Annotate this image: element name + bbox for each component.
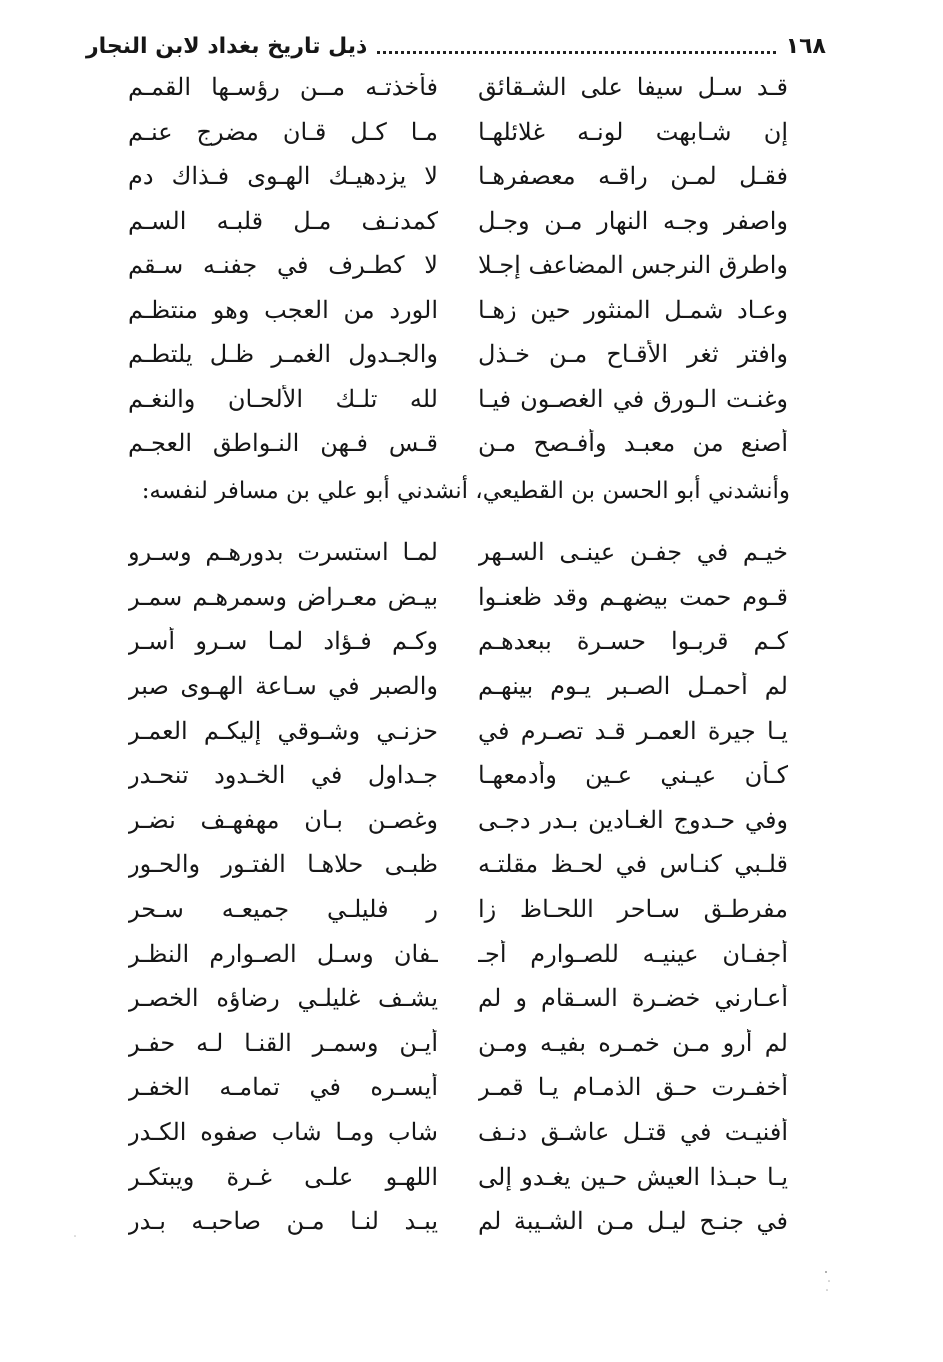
page-number: ١٦٨ xyxy=(785,33,826,59)
verse-first-hemistich: خيـم في جفـن عينـى السـهر xyxy=(478,538,788,567)
verse-second-hemistich: وكـم فـؤاد لمـا سـرو أسـر xyxy=(128,627,438,656)
verse-first-hemistich: كـم قربـوا حسـرة ببعدهـم xyxy=(478,627,788,656)
verse-first-hemistich: مفرطـق سـاحر اللحـاظ زا xyxy=(478,895,788,924)
verse-second-hemistich: فأخذتـه مــن رؤسـها القمـم xyxy=(128,73,438,102)
verse-second-hemistich: والجـدول الغمـر ظـل يلتطـم xyxy=(128,340,438,369)
verse-second-hemistich: حزنـي وشـوقي إليكـم العمـر xyxy=(128,716,438,745)
verse-second-hemistich: بيـض معـراض وسمرهـم سمـر xyxy=(128,582,438,611)
verse-first-hemistich: في جنـح ليـل مـن الشـيبة لم xyxy=(478,1207,788,1236)
verse-second-hemistich: ظبـى حلاهـا الفتـور والحـور xyxy=(128,850,438,879)
prose-line: وأنشدني أبو الحسن بن القطيعي، أنشدني أبو علي بن مسافر لنفسه: xyxy=(141,478,790,504)
verse-second-hemistich: شاب ومـا شاب صفوه الكـدر xyxy=(128,1118,438,1147)
verse-second-hemistich: مـا كـل قـان مضرج عنـم xyxy=(128,117,438,146)
verse-first-hemistich: قـوم حمت بيضهـم وقد ظعنـوا xyxy=(478,582,788,611)
verse-second-hemistich: ـفان وسـل الصـوارم النظـر xyxy=(128,939,438,968)
verse-first-hemistich: وفي حـدوج الغـادين بـدر دجـى xyxy=(478,805,788,834)
verse-first-hemistich: لم أحمـل الصـبر يـوم بينهـم xyxy=(478,672,788,701)
verse-second-hemistich: يبـد لنـا مـن صاحبـه بـدر xyxy=(128,1207,438,1236)
verse-first-hemistich: قـد سـل سيفا على الشـقائق xyxy=(478,73,788,102)
verse-second-hemistich: كمدنـف مـل قلبـه السـم xyxy=(128,206,438,235)
verse-first-hemistich: واصفر وجـه النهار مـن وجـل xyxy=(478,206,788,235)
verse-first-hemistich: كـأن عيـني عـين وأدمعهـا xyxy=(478,761,788,790)
verse-first-hemistich: لم أرو مـن خمـره بفيـه ومـن xyxy=(478,1028,788,1057)
verse-second-hemistich: الورد من العجب وهو منتظـم xyxy=(128,295,438,324)
verse-first-hemistich: وعـاد شمـل المنثور حين زهـا xyxy=(478,295,788,324)
verse-second-hemistich: وغصـن بـان مهفهـف نضـر xyxy=(128,805,438,834)
verse-first-hemistich: أعـارني خضـرة السـقام و لم xyxy=(478,984,788,1013)
verse-second-hemistich: أيـن وسمـر القنـا لـه حفـر xyxy=(128,1028,438,1057)
verse-first-hemistich: واطرق النرجس المضاعف إجـلا xyxy=(478,251,788,280)
verse-second-hemistich: لمـا استسرت بدورهـم وسـرو xyxy=(128,538,438,567)
verse-second-hemistich: جـداول في الخـدود تنحـدر xyxy=(128,761,438,790)
verse-second-hemistich: لا كطـرف في جفنـه سـقم xyxy=(128,251,438,280)
verse-first-hemistich: قلـبي كنـاس في لحـظ مقلتـه xyxy=(478,850,788,879)
verse-first-hemistich: فقـل لمـن راقـه معصفرهـا xyxy=(478,162,788,191)
running-title: ذيل تاريخ بغداد لابن النجار xyxy=(86,33,368,59)
verse-second-hemistich: ر فليلـي جميعـه سـحر xyxy=(128,895,438,924)
verse-second-hemistich: والصبر في سـاعة الهـوى صبر xyxy=(128,672,438,701)
verse-second-hemistich: قـس فـهن النـواطق العجـم xyxy=(128,429,438,458)
verse-first-hemistich: يـا جيرة العمـر قـد تصـرم في xyxy=(478,716,788,745)
verse-first-hemistich: أصنع من معبـد وأفـصح مـن xyxy=(478,429,788,458)
verse-second-hemistich: لا يزدهيـك الهـوى فـذاك دم xyxy=(128,162,438,191)
verse-first-hemistich: أجفـان عينيـه للصـوارم أجـ xyxy=(478,939,788,968)
verse-first-hemistich: إن شـابهت لونـه غلائلهـا xyxy=(478,117,788,146)
verse-second-hemistich: يشـف غليلـي رضاؤه الخصـر xyxy=(128,984,438,1013)
verse-second-hemistich: اللهـو علـى غـرة ويبتكـر xyxy=(128,1162,438,1191)
verse-first-hemistich: أخفـرت حـق الذمـام يـا قمـر xyxy=(478,1073,788,1102)
verse-first-hemistich: يـا حبـذا العيش حـين يغـدو إلى xyxy=(478,1162,788,1191)
verse-second-hemistich: أيسـره في تمامـه الخفـر xyxy=(128,1073,438,1102)
verse-second-hemistich: لله تلـك الألحـان والنغـم xyxy=(128,384,438,413)
verse-first-hemistich: وغنـت الـورق في الغصـون فيـا xyxy=(478,384,788,413)
verse-first-hemistich: وافتر ثغر الأقـاح مـن خـذل xyxy=(478,340,788,369)
verse-first-hemistich: أفنيـت في قتـل عاشـق دنـف xyxy=(478,1118,788,1147)
